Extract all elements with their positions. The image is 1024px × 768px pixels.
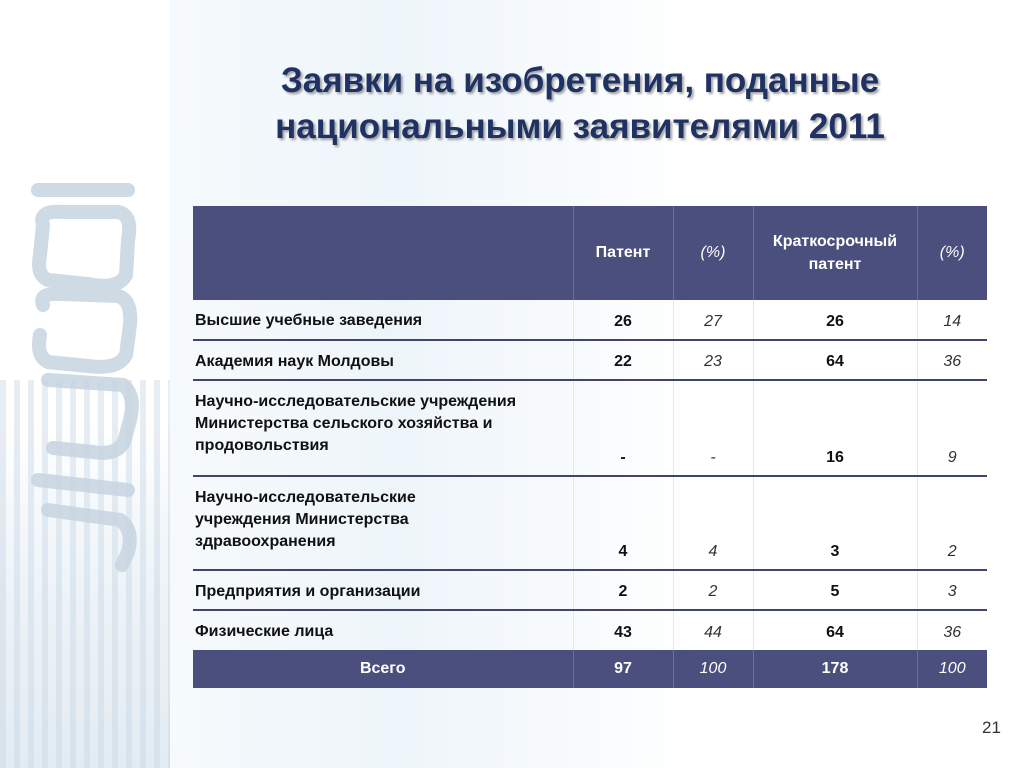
table-row <box>193 610 987 650</box>
row-short: 64 <box>753 340 917 380</box>
row-short-pct: 36 <box>917 340 987 380</box>
row-short-pct: 2 <box>917 476 987 570</box>
table-total-row <box>193 650 987 688</box>
table-row <box>193 570 987 610</box>
header-patent: Патент <box>573 206 673 300</box>
row-patent: 4 <box>573 476 673 570</box>
page-title: Заявки на изобретения, поданные национальными заявителями 2011 <box>275 61 885 146</box>
page-number: 21 <box>982 718 1001 737</box>
row-short: 5 <box>753 570 917 610</box>
table-header-row <box>193 206 987 300</box>
row-name: Академия наук Молдовы <box>193 340 573 380</box>
row-patent: 2 <box>573 570 673 610</box>
row-short: 64 <box>753 610 917 650</box>
row-patent: 22 <box>573 340 673 380</box>
row-name: Высшие учебные заведения <box>193 300 573 340</box>
row-patent-pct: 27 <box>673 300 753 340</box>
row-patent: 26 <box>573 300 673 340</box>
row-short-pct: 14 <box>917 300 987 340</box>
row-patent-pct: - <box>673 380 753 476</box>
row-short: 3 <box>753 476 917 570</box>
row-name: Научно-исследовательские учреждения Министерства здравоохранения <box>193 476 573 570</box>
row-short-pct: 3 <box>917 570 987 610</box>
row-patent-pct: 23 <box>673 340 753 380</box>
total-label: Всего <box>193 650 573 688</box>
row-patent-pct: 2 <box>673 570 753 610</box>
row-name: Физические лица <box>193 610 573 650</box>
header-short-pct: (%) <box>917 206 987 300</box>
row-short-pct: 9 <box>917 380 987 476</box>
row-name: Научно-исследовательские учреждения Министерства сельского хозяйства и продовольствия <box>193 380 573 476</box>
table-row <box>193 340 987 380</box>
row-name: Предприятия и организации <box>193 570 573 610</box>
total-patent-pct: 100 <box>673 650 753 688</box>
row-patent: 43 <box>573 610 673 650</box>
row-patent-pct: 4 <box>673 476 753 570</box>
agepi-logo-icon <box>18 180 148 580</box>
row-short: 16 <box>753 380 917 476</box>
row-short: 26 <box>753 300 917 340</box>
table-row <box>193 476 987 570</box>
total-short-pct: 100 <box>917 650 987 688</box>
header-empty <box>193 206 573 300</box>
table-row <box>193 300 987 340</box>
left-decor-panel <box>0 0 170 768</box>
row-patent: - <box>573 380 673 476</box>
applications-table <box>193 206 987 688</box>
header-patent-pct: (%) <box>673 206 753 300</box>
row-patent-pct: 44 <box>673 610 753 650</box>
table-row <box>193 380 987 476</box>
total-patent: 97 <box>573 650 673 688</box>
header-short-patent: Краткосрочный патент <box>753 206 917 300</box>
row-short-pct: 36 <box>943 624 962 641</box>
total-short: 178 <box>753 650 917 688</box>
